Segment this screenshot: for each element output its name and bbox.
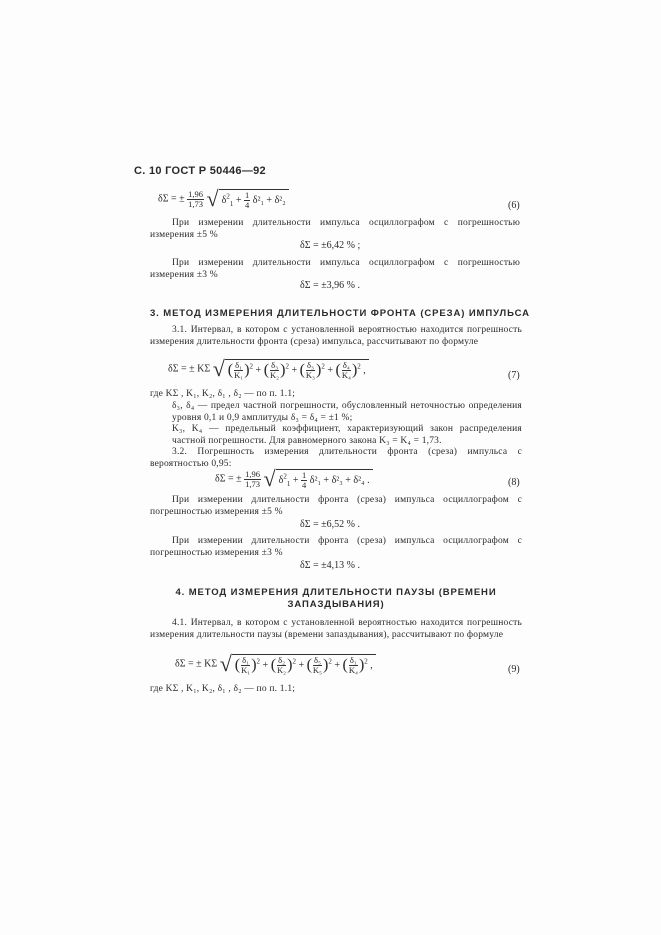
eq9-t1-den: K₁	[241, 664, 251, 675]
eq8-frac-num: 1	[301, 469, 307, 480]
eq7-t3-den: K₃	[305, 369, 316, 380]
eq6-term1: δ	[221, 194, 227, 206]
eq6-frac	[244, 191, 250, 210]
equation-9	[175, 653, 376, 675]
eq8-coef	[244, 470, 261, 489]
paragraph-4-1: 4.1. Интервал, в котором с установленной вероятностью находится погрешность измерения длительности паузы (времени запаздывания), рассчитывают по формуле	[150, 618, 522, 640]
result-eq8-case1: δΣ = ±6,52 % .	[300, 519, 360, 530]
equation-9-number: (9)	[508, 664, 520, 675]
result-eq6-case1: δΣ = ±6,42 % ;	[300, 240, 361, 251]
eq9-t2-den: K₂	[277, 664, 287, 675]
eq6-lhs: δΣ = ±	[158, 193, 185, 205]
paragraph-eq6-case1: При измерении длительности импульса осциллографом с погрешностью измерения ±5 %	[150, 218, 520, 240]
eq7-t2-num: δ₃	[271, 359, 279, 370]
sqrt-sign-icon: √	[212, 356, 225, 381]
equation-7	[168, 358, 369, 380]
eq6-frac-num: 1	[244, 189, 250, 200]
sqrt-sign-icon: √	[263, 466, 276, 491]
eq8-coef-den: 1,73	[245, 478, 261, 489]
eq9-t2-num: δ₂	[278, 654, 286, 665]
eq7-t4-den: K₄	[341, 369, 351, 380]
section-4-title-line1: 4. МЕТОД ИЗМЕРЕНИЯ ДЛИТЕЛЬНОСТИ ПАУЗЫ (ВРЕМЕНИ	[175, 587, 497, 598]
eq6-plus: +	[235, 194, 242, 206]
eq9-t4-num: δ₁	[349, 654, 357, 665]
eq6-coef-num: 1,96	[188, 188, 204, 199]
paragraph-3-2: 3.2. Погрешность измерения длительности фронта (среза) импульса с вероятностью 0,95:	[150, 447, 522, 469]
equation-6-number: (6)	[508, 200, 520, 211]
eq7-t4-num: δ₄	[342, 359, 350, 370]
section-4-title-line2: ЗАПАЗДЫВАНИЯ)	[287, 599, 385, 610]
eq6-tail: δ²₁ + δ²₂	[252, 194, 286, 206]
eq7-lhs: δΣ = ± KΣ	[168, 363, 211, 375]
eq6-coef-den: 1,73	[188, 198, 204, 209]
eq6-sqrt: √ $\delta^2_1$ + $\frac{1}{4}$ δ²₁ + δ²₂	[207, 188, 289, 210]
equation-8	[215, 468, 373, 490]
eq7-t2-den: K₂	[270, 369, 280, 380]
eq8-frac-den: 4	[301, 479, 307, 490]
eq7-t3-num: δ₃	[306, 359, 314, 370]
paragraph-eq6-case2: При измерении длительности импульса осциллографом с погрешностью измерения ±3 %	[150, 258, 520, 280]
eq8-term1: δ	[278, 474, 284, 486]
sqrt-sign-icon: √	[219, 651, 232, 676]
definition-7-1: δ₃, δ₄ — предел частной погрешности, обусловленный неточностью определения уровня 0,1 и 0,9 амплитуды δ₃ = δ₄ = ±1 %;	[172, 401, 522, 423]
eq8-frac	[301, 471, 307, 490]
result-eq8-case2: δΣ = ±4,13 % .	[300, 560, 360, 571]
definition-7-2: K₃, K₄ — предельный коэффициент, характеризующий закон распределения частной погрешности. Для равномерного закона K₃ = K₄ = 1,73.	[172, 424, 522, 446]
eq6-frac-den: 4	[244, 199, 250, 210]
page-header: С. 10 ГОСТ Р 50446—92	[134, 165, 266, 177]
eq9-t3-den: K₅	[312, 664, 323, 675]
eq6-coef	[187, 190, 204, 209]
eq7-sqrt: √ ( $\frac{\text{δ₁}}{\text{K₁}}$ )$^2$ + ( $\frac{\text{δ₃}}{\text{K₂}}$ )$^2$ + ( $\frac{\text{δ₃}}{\text{K₃}}$ )$^2$ + ( $\frac{\text{δ₄}}{\text{K₄}}$ )$^2$ ,	[213, 358, 369, 380]
eq7-t1-num: δ₁	[235, 359, 243, 370]
eq8-sqrt: √ $\delta^2_1$ + $\frac{1}{4}$ δ²₁ + δ²₃ + δ²₄ .	[264, 468, 373, 490]
eq9-t3-num: δ₅	[313, 654, 321, 665]
paragraph-3-1: 3.1. Интервал, в котором с установленной вероятностью находится погрешность измерения длительности фронта (среза) импульса, рассчитывают по формуле	[150, 325, 522, 347]
paragraph-eq8-case1: При измерении длительности фронта (среза) импульса осциллографом с погрешностью измерения ±5 %	[150, 495, 522, 517]
equation-8-number: (8)	[508, 477, 520, 488]
eq9-t1-num: δ₁	[242, 654, 250, 665]
eq9-t4-den: K₄	[348, 664, 358, 675]
eq8-plus: +	[292, 474, 299, 486]
eq9-lhs: δΣ = ± KΣ	[175, 658, 218, 670]
where-7: где KΣ , K₁, K₂, δ₁ , δ₂ — по п. 1.1;	[150, 389, 296, 399]
where-9: где KΣ , K₁, K₂, δ₁ , δ₂ — по п. 1.1;	[150, 684, 296, 694]
equation-6	[158, 188, 289, 210]
section-3-title: 3. МЕТОД ИЗМЕРЕНИЯ ДЛИТЕЛЬНОСТИ ФРОНТА (СРЕЗА) ИМПУЛЬСА	[150, 308, 530, 319]
equation-7-number: (7)	[508, 370, 520, 381]
eq7-t1-den: K₁	[234, 369, 244, 380]
eq8-tail: δ²₁ + δ²₃ + δ²₄	[309, 474, 365, 486]
eq8-lhs: δΣ = ±	[215, 473, 242, 485]
paragraph-eq8-case2: При измерении длительности фронта (среза) импульса осциллографом с погрешностью измерения ±3 %	[150, 536, 522, 558]
eq9-sqrt: √ ( $\frac{\text{δ₁}}{\text{K₁}}$ )$^2$ + ( $\frac{\text{δ₂}}{\text{K₂}}$ )$^2$ + ( $\frac{\text{δ₅}}{\text{K₅}}$ )$^2$ + ( $\frac{\text{δ₁}}{\text{K₄}}$ )$^2$ ,	[220, 653, 376, 675]
eq8-coef-num: 1,96	[245, 468, 261, 479]
result-eq6-case2: δΣ = ±3,96 % .	[300, 280, 360, 291]
sqrt-sign-icon: √	[206, 186, 219, 211]
